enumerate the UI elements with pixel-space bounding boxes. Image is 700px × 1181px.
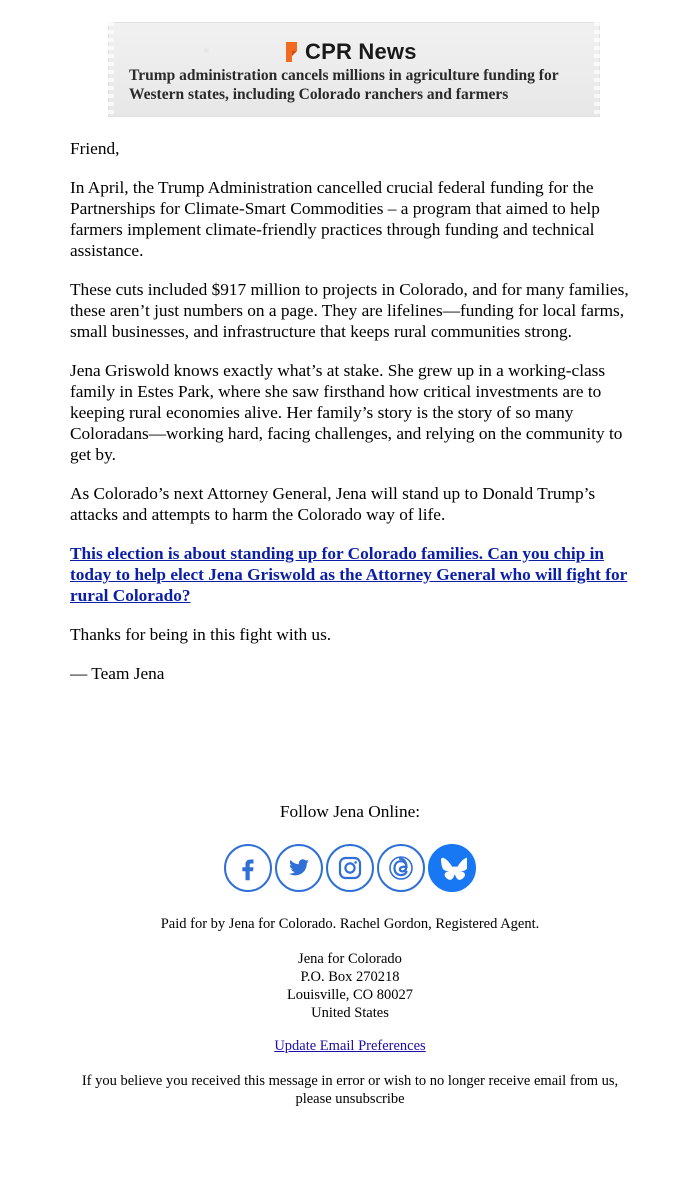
address-city: Louisville, CO 80027	[286, 987, 414, 1003]
cpr-logo-icon	[284, 41, 299, 63]
paragraph-3: Jena Griswold knows exactly what’s at stake. She grew up in a working-class family in Estes Park, where she saw firsthand how critical investments are to keeping rural economies alive. Her family’s story is the story of so many Coloradans—working hard, facing challenges, and relying on the community to get by.	[70, 361, 623, 464]
cpr-brand	[284, 38, 417, 66]
instagram-icon	[337, 855, 363, 881]
update-preferences-link[interactable]: Update Email Preferences	[274, 1038, 426, 1054]
paragraph-1: In April, the Trump Administration cancelled crucial federal funding for the Partnerships for Climate-Smart Commodities – a program that aimed to help farmers implement climate-friendly practices through funding and technical assistance.	[70, 178, 600, 260]
thanks-line: Thanks for being in this fight with us.	[70, 625, 332, 644]
bluesky-link[interactable]	[428, 844, 476, 892]
email-body	[70, 138, 635, 702]
instagram-link[interactable]	[326, 844, 374, 892]
paragraph-2: These cuts included $917 million to projects in Colorado, and for many families, these aren’t just numbers on a page. They are lifelines—funding for local farms, small businesses, and infrastructure that keeps rural communities strong.	[70, 280, 629, 341]
follow-label: Follow Jena Online:	[279, 802, 421, 821]
facebook-icon	[235, 855, 261, 881]
bluesky-icon	[437, 853, 467, 883]
paid-for-disclaimer: Paid for by Jena for Colorado. Rachel Gordon, Registered Agent.	[160, 916, 540, 932]
address-po-box: P.O. Box 270218	[300, 969, 400, 985]
news-clipping-image	[108, 22, 600, 117]
signoff: — Team Jena	[70, 664, 165, 683]
threads-link[interactable]	[377, 844, 425, 892]
social-links	[0, 844, 700, 892]
facebook-link[interactable]	[224, 844, 272, 892]
twitter-icon	[285, 854, 313, 882]
mailing-address	[0, 950, 700, 1022]
twitter-link[interactable]	[275, 844, 323, 892]
address-org: Jena for Colorado	[298, 951, 402, 967]
cpr-brand-name: CPR News	[305, 39, 417, 64]
cta-paragraph	[70, 543, 635, 606]
paragraph-4: As Colorado’s next Attorney General, Jena will stand up to Donald Trump’s attacks and attempts to harm the Colorado way of life.	[70, 484, 596, 524]
preferences-row	[0, 1038, 700, 1055]
unsubscribe-text[interactable]: If you believe you received this message in error or wish to no longer receive email from us, please unsubscribe	[81, 1073, 619, 1107]
donate-cta-link[interactable]: This election is about standing up for Colorado families. Can you chip in today to help elect Jena Griswold as the Attorney General who will fight for rural Colorado?	[70, 544, 628, 605]
address-country: United States	[311, 1005, 389, 1021]
threads-icon	[387, 854, 415, 882]
clipping-headline: Trump administration cancels millions in agriculture funding for Western states, including Colorado ranchers and farmers	[129, 67, 559, 103]
greeting: Friend,	[70, 139, 120, 158]
